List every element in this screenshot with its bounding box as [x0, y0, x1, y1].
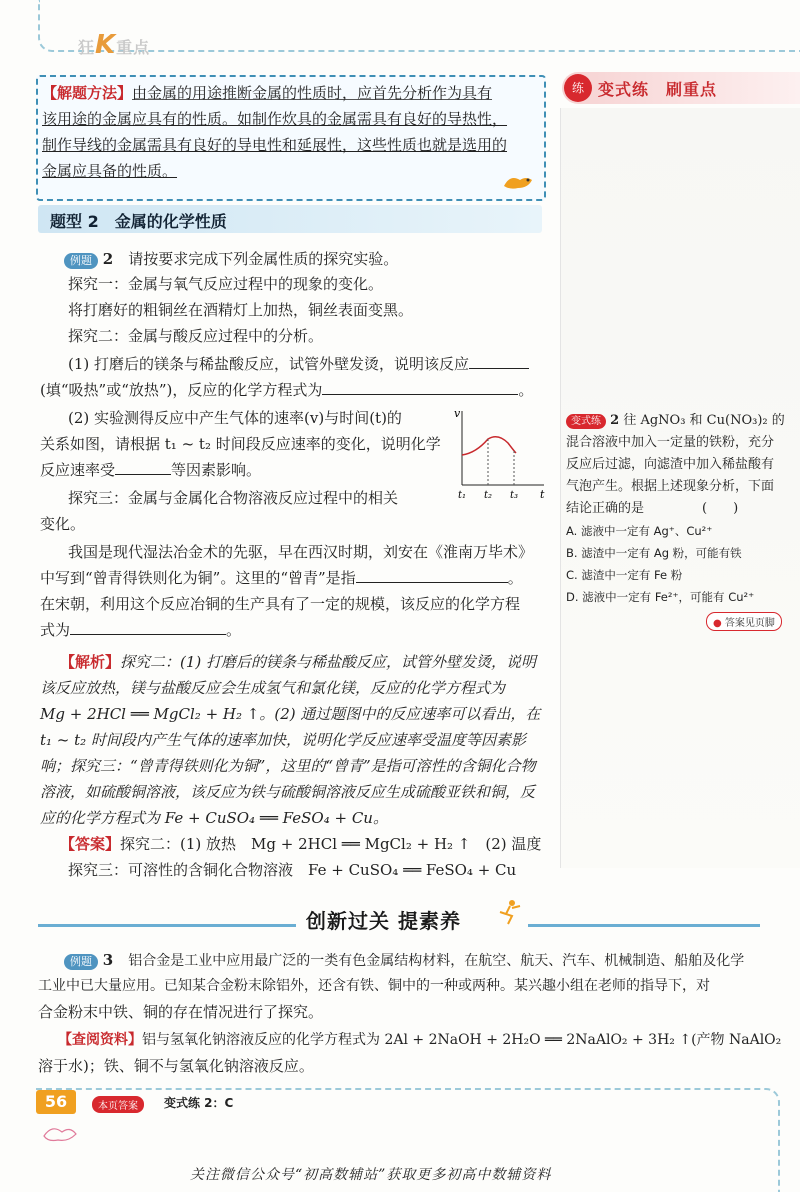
example2-p4a: 探究三：金属与金属化合物溶液反应过程中的相关: [68, 489, 399, 507]
innovation-title: 创新过关 提素养: [306, 909, 461, 933]
question-2-line1: (2) 实验测得反应中产生气体的速率(v)与时间(t)的: [68, 409, 402, 427]
example2-p5b: 中写到“曾青得铁则化为铜”。这里的“曾青”是指 。: [40, 566, 523, 590]
example2-p1: 探究一：金属与氧气反应过程中的现象的变化。: [68, 275, 384, 293]
option-a: A. 滤液中一定有 Ag⁺、Cu²⁺: [566, 524, 713, 538]
example-badge: 例题: [64, 253, 98, 269]
option-d: D. 滤液中一定有 Fe²⁺，可能有 Cu²⁺: [566, 590, 755, 604]
answer-line-1: 【答案】探究二：(1) 放热 Mg + 2HCl ══ MgCl₂ + H₂ ↑ (2) 温度: [60, 835, 542, 853]
blank-5[interactable]: [70, 618, 226, 635]
question-1-line1: (1) 打磨后的镁条与稀盐酸反应，试管外壁发烫，说明该反应: [68, 352, 529, 376]
option-b: B. 滤渣中一定有 Ag 粉，可能有铁: [566, 546, 742, 560]
analysis-line-3: t₁ ~ t₂ 时间段内产生气体的速率加快，说明化学反应速率受温度等因素影: [40, 731, 526, 749]
question-2-line2: 关系如图，请根据 t₁ ~ t₂ 时间段反应速率的变化，说明化学: [40, 435, 441, 453]
question-1-line2: (填“吸热”或“放热”)，反应的化学方程式为 。: [40, 378, 533, 402]
practice-icon: 练: [564, 74, 592, 102]
tick-t3: t₃: [510, 490, 519, 501]
reference-line-1: 【查阅资料】铝与氢氧化钠溶液反应的化学方程式为 2Al + 2NaOH + 2H₂O ══ 2NaAlO₂ + 3H₂ ↑(产物 NaAlO₂: [58, 1032, 782, 1048]
example2-p4b: 变化。: [40, 515, 86, 533]
analysis-tag: 【解析】: [60, 653, 121, 671]
rate-time-graph: [452, 405, 548, 501]
top-decor-band: [38, 0, 800, 52]
method-tag: 【解题方法】: [42, 84, 133, 102]
example3-line-0: 例题 3 铝合金是工业中应用最广泛的一类有色金属结构材料，在航空、航天、汽车、机械制造、船舶及化学: [64, 948, 744, 973]
variant-badge: 变式练: [566, 414, 606, 429]
method-text: 【解题方法】由金属的用途推断金属的性质时，应首先分析作为具有 该用途的金属应具有的性质。如制作炊具的金属需具有良好的导热性， 制作导线的金属需具有良好的导电性和延展性，这些性质也就是选用的 金属应具备的性质。: [42, 84, 508, 180]
page-answer: 变式练 2：C: [164, 1096, 234, 1110]
variant-question: 变式练 2 往 AgNO₃ 和 Cu(NO₃)₂ 的 混合溶液中加入一定量的铁粉，充分 反应后过滤，向滤渣中加入稀盐酸有 气泡产生。根据上述现象分析，下面 结论正确的是 ( ) A. 滤液中一定有 Ag⁺、Cu²⁺ B. 滤渣中一定有 Ag 粉，可能有铁 C. 滤渣中一定有 Fe 粉 D. 滤液中一定有 Fe²⁺，可能有 Cu²⁺: [566, 410, 796, 608]
page-answer-tag: 本页答案: [92, 1096, 144, 1113]
blank-3[interactable]: [115, 458, 171, 475]
analysis-line-4: 响；探究三：“曾青得铁则化为铜”，这里的“曾青”是指可溶性的含铜化合物: [40, 757, 536, 775]
y-axis-label: v: [454, 407, 461, 420]
blank-4[interactable]: [356, 566, 508, 583]
example2-intro: 例题 2 请按要求完成下列金属性质的探究实验。: [64, 247, 398, 271]
reference-tag: 【查阅资料】: [58, 1032, 142, 1048]
example2-p5a: 我国是现代湿法冶金术的先驱，早在西汉时期，刘安在《淮南万毕术》: [68, 543, 534, 561]
analysis-line-0: 【解析】探究二：(1) 打磨后的镁条与稀盐酸反应，试管外壁发烫，说明: [60, 653, 537, 671]
example2-p2: 将打磨好的粗铜丝在酒精灯上加热，铜丝表面变黑。: [68, 301, 414, 319]
analysis-line-1: 该反应放热，镁与盐酸反应会生成氢气和氯化镁，反应的化学方程式为: [40, 679, 506, 697]
blank-2[interactable]: [322, 378, 518, 395]
analysis-line-2: Mg + 2HCl ══ MgCl₂ + H₂ ↑。(2) 通过题图中的反应速率可以看出，在: [40, 705, 541, 723]
separator-left: [38, 924, 296, 927]
reference-line-2: 溶于水)；铁、铜不与氢氧化钠溶液反应。: [38, 1057, 314, 1075]
separator-right: [528, 924, 760, 927]
answer-footer-link[interactable]: ● 答案见页脚: [706, 612, 782, 631]
example2-p5d: 式为 。: [40, 618, 241, 642]
skater-icon: [496, 898, 524, 926]
example2-p3: 探究二：金属与酸反应过程中的分析。: [68, 327, 324, 345]
pin-icon: ●: [713, 618, 722, 629]
tick-t2: t₂: [484, 490, 493, 501]
blank-1[interactable]: [469, 352, 529, 369]
question-2-line3: 反应速率受 等因素影响。: [40, 458, 261, 482]
example3-line-2: 合金粉末中铁、铜的存在情况进行了探究。: [38, 1003, 324, 1021]
rate-curve: [462, 437, 516, 455]
example3-badge: 例题: [64, 954, 98, 970]
doodle-icon: [40, 1120, 80, 1144]
squirrel-icon: [500, 170, 536, 192]
right-header-title: 变式练 刷重点: [598, 80, 718, 99]
example2-p5c: 在宋朝，利用这个反应冶铜的生产具有了一定的规模，该反应的化学方程: [40, 595, 521, 613]
footer-text: 关注微信公众号“初高数辅站”获取更多初高中数辅资料: [190, 1167, 552, 1183]
answer-line-2: 探究三：可溶性的含铜化合物溶液 Fe + CuSO₄ ══ FeSO₄ + Cu: [68, 861, 517, 879]
brand-logo: 狂K重点: [78, 30, 151, 60]
option-c: C. 滤渣中一定有 Fe 粉: [566, 568, 683, 582]
example3-line-1: 工业中已大量应用。已知某合金粉末除铝外，还含有铁、铜中的一种或两种。某兴趣小组在老师的指导下，对: [38, 978, 710, 994]
answer-tag: 【答案】: [60, 835, 121, 853]
x-axis-label: t: [540, 488, 545, 501]
tick-t1: t₁: [458, 490, 467, 501]
analysis-line-6: 应的化学方程式为 Fe + CuSO₄ ══ FeSO₄ + Cu。: [40, 809, 388, 827]
analysis-line-5: 溶液，如硫酸铜溶液，该反应为铁与硫酸铜溶液反应生成硫酸亚铁和铜，反: [40, 783, 536, 801]
page-number: 56: [36, 1090, 76, 1114]
section-title: 题型 2 金属的化学性质: [50, 212, 227, 231]
